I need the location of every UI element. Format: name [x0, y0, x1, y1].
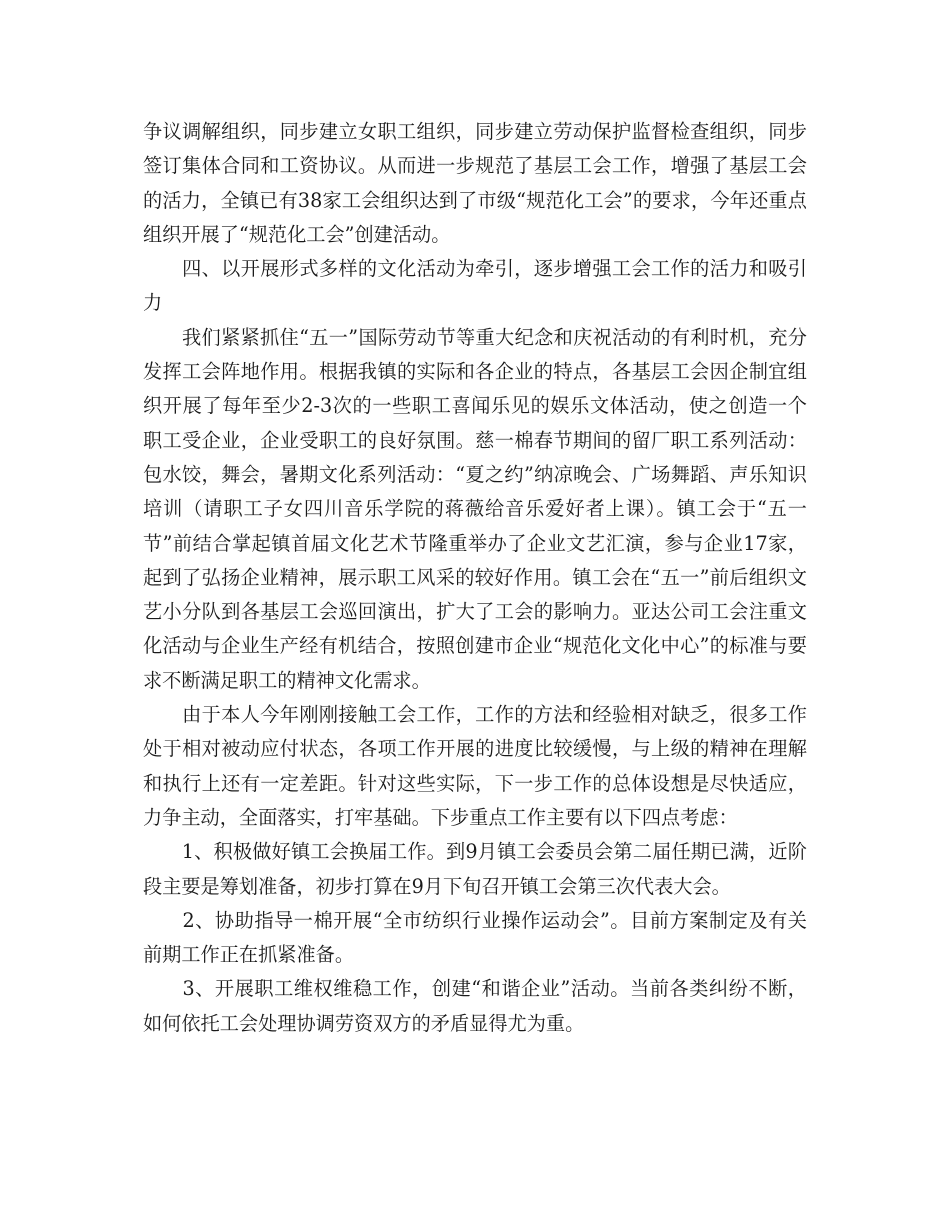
paragraph-cultural-activities: 我们紧紧抓住“五一”国际劳动节等重大纪念和庆祝活动的有利时机，充分发挥工会阵地作用。根据我镇的实际和各企业的特点，各基层工会因企制宜组织开展了每年至少2-3次的一些职工喜闻乐见的娱乐文体活动，使之创造一个职工受企业，企业受职工的良好氛围。慈一棉春节期间的留厂职工系列活动：包水饺，舞会，暑期文化系列活动：“夏之约”纳凉晚会、广场舞蹈、声乐知识培训（请职工子女四川音乐学院的蒋薇给音乐爱好者上课）。镇工会于“五一节”前结合掌起镇首届文化艺术节隆重举办了企业文艺汇演，参与企业17家，起到了弘扬企业精神，展示职工风采的较好作用。镇工会在“五一”前后组织文艺小分队到各基层工会巡回演出，扩大了工会的影响力。亚达公司工会注重文化活动与企业生产经有机结合，按照创建市企业“规范化文化中心”的标准与要求不断满足职工的精神文化需求。 — [143, 325, 807, 692]
paragraph-next-steps: 由于本人今年刚刚接触工会工作，工作的方法和经验相对缺乏，很多工作处于相对被动应付状态，各项工作开展的进度比较缓慢，与上级的精神在理解和执行上还有一定差距。针对这些实际，下一步工作的总体设想是尽快适应，力争主动，全面落实，打牢基础。下步重点工作主要有以下四点考虑： — [143, 703, 807, 829]
list-item-3: 3、开展职工维权维稳工作，创建“和谐企业”活动。当前各类纠纷不断，如何依托工会处理协调劳资双方的矛盾显得尤为重。 — [143, 977, 807, 1035]
paragraph-continued-organization: 争议调解组织，同步建立女职工组织，同步建立劳动保护监督检查组织，同步签订集体合同和工资协议。从而进一步规范了基层工会工作，增强了基层工会的活力，全镇已有38家工会组织达到了市级“规范化工会”的要求，今年还重点组织开展了“规范化工会”创建活动。 — [143, 120, 807, 246]
list-item-2: 2、协助指导一棉开展“全市纺织行业操作运动会”。目前方案制定及有关前期工作正在抓紧准备。 — [143, 908, 807, 967]
document-body — [143, 115, 807, 1041]
list-item-1: 1、积极做好镇工会换届工作。到9月镇工会委员会第二届任期已满，近阶段主要是筹划准备，初步打算在9月下旬召开镇工会第三次代表大会。 — [143, 840, 807, 898]
section-heading-cultural-activities: 四、以开展形式多样的文化活动为牵引，逐步增强工会工作的活力和吸引力 — [143, 257, 807, 315]
